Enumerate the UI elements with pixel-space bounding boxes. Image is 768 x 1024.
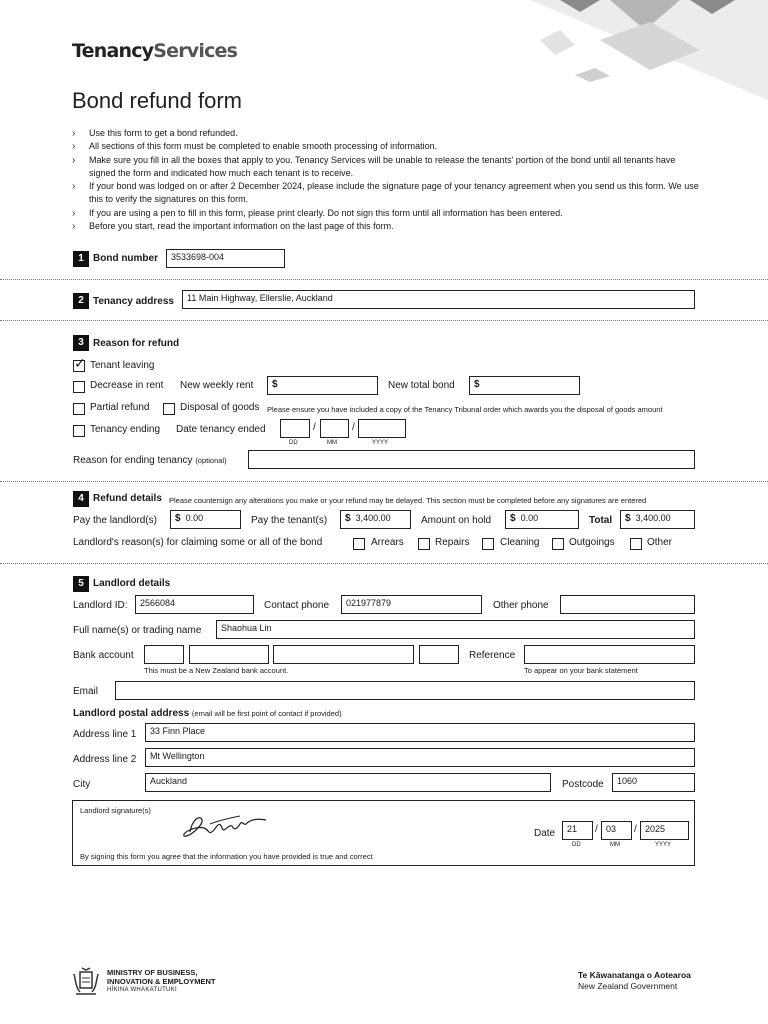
section-3-number: 3 [73, 335, 89, 351]
new-weekly-rent-field[interactable]: $ [267, 376, 378, 395]
dd-caption: DD [572, 842, 581, 848]
reference-note: To appear on your bank statement [524, 666, 638, 675]
bank-account-number-field[interactable] [273, 645, 414, 664]
full-name-field[interactable]: Shaohua Lin [216, 620, 695, 639]
decrease-in-rent-checkbox[interactable] [73, 381, 85, 393]
bank-account-branch-field[interactable] [189, 645, 269, 664]
tenancy-services-logo: TenancyServices [72, 40, 238, 62]
pay-landlord-label: Pay the landlord(s) [73, 515, 157, 526]
yyyy-caption: YYYY [372, 440, 389, 446]
date-ended-year-field[interactable] [358, 419, 406, 438]
signature-date-year-field[interactable]: 2025 [640, 821, 689, 840]
yyyy-caption: YYYY [655, 842, 672, 848]
pay-tenant-field[interactable]: $ 3,400.00 [340, 510, 411, 529]
instruction-item: › All sections of this form must be completed to enable smooth processing of information. [72, 140, 702, 153]
disposal-of-goods-label: Disposal of goods [180, 402, 260, 413]
date-separator: / [634, 824, 637, 835]
date-tenancy-ended-label: Date tenancy ended [176, 424, 266, 435]
bank-note: This must be a New Zealand bank account. [144, 666, 289, 675]
date-separator: / [352, 422, 355, 433]
dd-caption: DD [289, 440, 298, 446]
landlord-id-label: Landlord ID: [73, 600, 128, 611]
postal-address-heading: Landlord postal address (email will be first point of contact if provided) [73, 708, 342, 719]
page-title: Bond refund form [72, 88, 242, 113]
disposal-note: Please ensure you have included a copy of the Tenancy Tribunal order which awards you the disposal of goods amount [267, 405, 663, 414]
landlord-id-field[interactable]: 2566084 [135, 595, 254, 614]
partial-refund-label: Partial refund [90, 402, 150, 413]
address-line-2-field[interactable]: Mt Wellington [145, 748, 695, 767]
section-1-number: 1 [73, 251, 89, 267]
partial-refund-checkbox[interactable] [73, 403, 85, 415]
tenant-leaving-checkbox[interactable] [73, 356, 86, 372]
tenancy-ending-checkbox[interactable] [73, 425, 85, 437]
cleaning-checkbox[interactable] [482, 538, 494, 550]
landlord-reasons-label: Landlord's reason(s) for claiming some or all of the bond [73, 537, 323, 548]
full-name-label: Full name(s) or trading name [73, 625, 202, 636]
refund-details-label: Refund details [93, 493, 162, 504]
outgoings-label: Outgoings [569, 537, 615, 548]
postcode-label: Postcode [562, 779, 604, 790]
date-label: Date [534, 828, 556, 839]
section-2-number: 2 [73, 293, 89, 309]
bank-account-bank-field[interactable] [144, 645, 184, 664]
total-field[interactable]: $ 3,400.00 [620, 510, 695, 529]
address-line-1-field[interactable]: 33 Finn Place [145, 723, 695, 742]
bond-number-label: Bond number [93, 253, 158, 264]
date-separator: / [595, 824, 598, 835]
arrears-checkbox[interactable] [353, 538, 365, 550]
other-phone-label: Other phone [493, 600, 549, 611]
address-line-1-label: Address line 1 [73, 729, 137, 740]
checkmark-icon: ✓ [74, 356, 86, 372]
mm-caption: MM [610, 842, 620, 848]
disposal-of-goods-checkbox[interactable] [163, 403, 175, 415]
divider [0, 320, 768, 321]
landlord-details-label: Landlord details [93, 578, 171, 589]
cleaning-label: Cleaning [500, 537, 540, 548]
other-checkbox[interactable] [630, 538, 642, 550]
instructions-list [72, 127, 702, 233]
mm-caption: MM [327, 440, 337, 446]
mbie-logo-text: MINISTRY OF BUSINESS, INNOVATION & EMPLOYMENT HĪKINA WHAKATUTUKI [107, 968, 216, 993]
signature-date-month-field[interactable]: 03 [601, 821, 632, 840]
instruction-item: › Use this form to get a bond refunded. [72, 127, 702, 140]
reason-ending-label: Reason for ending tenancy (optional) [73, 455, 227, 466]
amount-on-hold-field[interactable]: $ 0.00 [505, 510, 579, 529]
new-total-bond-label: New total bond [388, 380, 455, 391]
section-4-number: 4 [73, 491, 89, 507]
divider [0, 481, 768, 482]
contact-phone-label: Contact phone [264, 600, 330, 611]
other-phone-field[interactable] [560, 595, 695, 614]
section-5-number: 5 [73, 576, 89, 592]
reason-ending-field[interactable] [248, 450, 695, 469]
total-label: Total [589, 515, 613, 526]
bond-number-field[interactable]: 3533698-004 [166, 249, 285, 268]
repairs-label: Repairs [435, 537, 470, 548]
nz-government-logo: Te Kāwanatanga o Aotearoa New Zealand Government [578, 970, 691, 991]
email-label: Email [73, 686, 99, 697]
new-total-bond-field[interactable]: $ [469, 376, 580, 395]
tenancy-address-field[interactable]: 11 Main Highway, Ellerslie, Auckland [182, 290, 695, 309]
signature-image[interactable] [180, 810, 272, 842]
instruction-item: › Make sure you fill in all the boxes that apply to you. Tenancy Services will be unable to release the tenants' portion of the bond until all tenants have signed the form and indicated how much each tenant is to receive. [72, 154, 702, 181]
instruction-item: › If you are using a pen to fill in this form, please print clearly. Do not sign this form until all information has been entered. [72, 207, 702, 220]
divider [0, 279, 768, 280]
agreement-text: By signing this form you agree that the information you have provided is true and correct [80, 852, 373, 861]
date-separator: / [313, 422, 316, 433]
date-ended-day-field[interactable] [280, 419, 310, 438]
tenancy-ending-label: Tenancy ending [90, 424, 161, 435]
bank-account-label: Bank account [73, 650, 134, 661]
pay-tenant-label: Pay the tenant(s) [251, 515, 328, 526]
signature-date-day-field[interactable]: 21 [562, 821, 593, 840]
amount-on-hold-label: Amount on hold [421, 515, 492, 526]
divider [0, 563, 768, 564]
outgoings-checkbox[interactable] [552, 538, 564, 550]
city-label: City [73, 779, 91, 790]
address-line-2-label: Address line 2 [73, 754, 137, 765]
email-field[interactable] [115, 681, 695, 700]
pay-landlord-field[interactable]: $ 0.00 [170, 510, 241, 529]
refund-note: Please countersign any alterations you make or your refund may be delayed. This section must be completed before any signatures are entered [169, 496, 647, 505]
city-field[interactable]: Auckland [145, 773, 551, 792]
reference-field[interactable] [524, 645, 695, 664]
nz-coat-of-arms-icon [72, 966, 100, 996]
tenancy-address-label: Tenancy address [93, 296, 174, 307]
postcode-field[interactable]: 1060 [612, 773, 695, 792]
other-label: Other [647, 537, 673, 548]
contact-phone-field[interactable]: 021977879 [341, 595, 482, 614]
tenant-leaving-label: Tenant leaving [90, 360, 155, 371]
arrears-label: Arrears [371, 537, 404, 548]
new-weekly-rent-label: New weekly rent [180, 380, 254, 391]
date-ended-month-field[interactable] [320, 419, 349, 438]
instruction-item: › Before you start, read the important information on the last page of this form. [72, 220, 702, 233]
bank-account-suffix-field[interactable] [419, 645, 459, 664]
decrease-in-rent-label: Decrease in rent [90, 380, 164, 391]
signature-label: Landlord signature(s) [80, 806, 151, 815]
reason-for-refund-label: Reason for refund [93, 338, 180, 349]
reference-label: Reference [469, 650, 516, 661]
instruction-item: › If your bond was lodged on or after 2 December 2024, please include the signature page of your tenancy agreement when you send us this form. We use this to verify the signatures on this form. [72, 180, 702, 207]
repairs-checkbox[interactable] [418, 538, 430, 550]
